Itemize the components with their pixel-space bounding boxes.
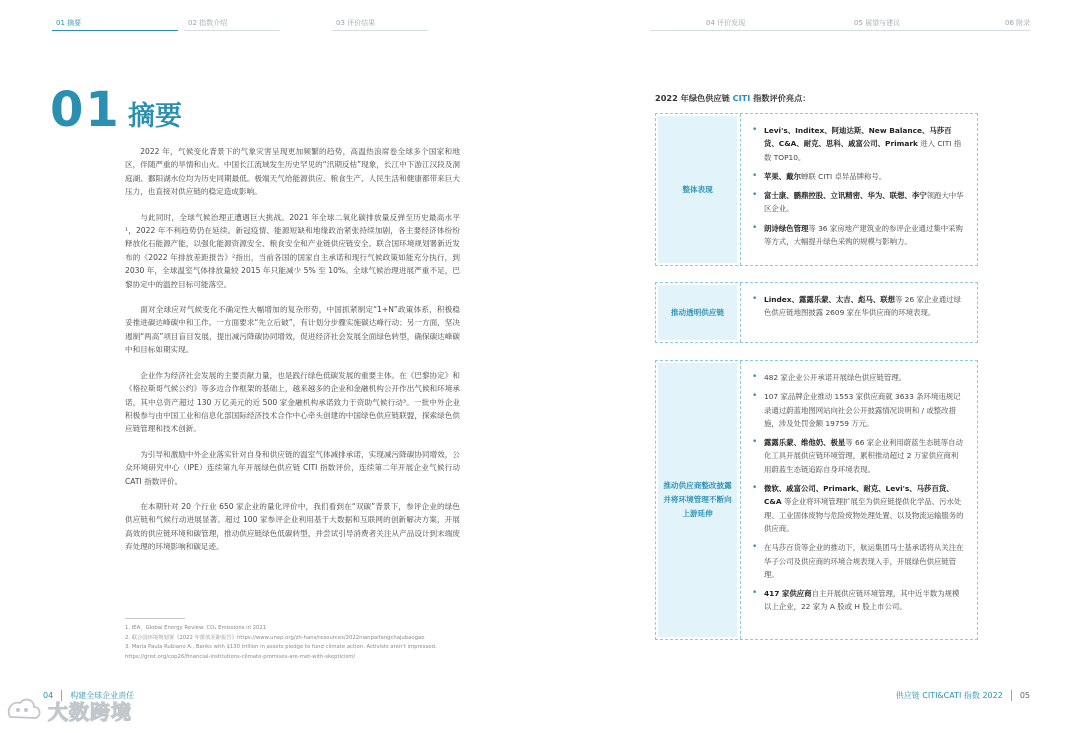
footnote: 3. Maria Paula Rubiano A., Banks with $130 trillion in assets pledge to fund climate action. Activists aren't impressed. — [125, 644, 437, 651]
footnote-link[interactable]: https://grist.org/cop26/financial-institutions-climate-promises-are-met-with-skepticism/ — [125, 654, 356, 661]
footer-divider — [1011, 690, 1012, 701]
highlight-list — [752, 293, 965, 326]
highlight-list — [752, 371, 965, 620]
watermark-text: 大数跨境 — [48, 699, 132, 724]
paragraph: 面对全球应对气候变化不确定性大幅增加的复杂形势，中国抓紧制定“1+N”政策体系，积极稳妥推进碳达峰碳中和工作。一方面要求“先立后破”，有计划分步骤实施碳达峰行动；另一方面，坚决遏制“两高”项目盲目发展，提出减污降碳协同增效，促进经济社会发展全面绿色转型，确保碳达峰碳中和目标如期实现。 — [125, 305, 460, 355]
page-number-left: 04 — [43, 691, 54, 700]
watermark — [4, 692, 154, 728]
list-item: • 露露乐蒙、维他奶、极星等 66 家企业利用蔚蓝生态链等自动化工具开展供应链环境管理，累积推动超过 2 万家供应商利用蔚蓝生态链追踪自身环境表现。 — [752, 436, 965, 476]
list-item: • Levi's、Inditex、阿迪达斯、New Balance、马莎百货、C&A、耐克、思科、戚富公司、Primark 进入 CITI 指数 TOP10。 — [752, 124, 965, 164]
tab-index-intro[interactable]: 02 指数介绍 — [188, 19, 228, 27]
page-number-right: 05 — [1019, 691, 1030, 700]
tab-findings[interactable]: 04 评价发现 — [706, 19, 746, 27]
list-item: • 微软、戚富公司、Primark、耐克、Levi's、马莎百货、C&A 等企业将环境管理扩展至为供应链提供化学品、污水处理、工业固体废物与危险废物处理处置、以及物流运输服务的供应商。 — [752, 482, 965, 535]
highlights-title — [655, 93, 810, 104]
highlight-box-upstream — [655, 360, 978, 640]
paragraph: 企业作为经济社会发展的主要贡献力量，也是践行绿色低碳发展的重要主体。在《巴黎协定》和《格拉斯哥气候公约》等多边合作框架的基础上，越来越多的企业和金融机构公开作出气候和环境承诺，其中总资产超过 130 万亿美元的近 500 家金融机构承诺致力于资助气候行动³。一批中外企业积极参与由中国工业和信息化部国际经济技术合作中心牵头创建的中国绿色供应链联盟，探索绿色供应链管理和技术创新。 — [125, 370, 460, 434]
list-item: • Lindex、露露乐蒙、太吉、彪马、联想等 26 家企业通过绿色供应链地图披露 2609 家在华供应商的环境表现。 — [752, 293, 965, 320]
paragraph: 与此同时，全球气候治理正遭遇巨大挑战。2021 年全球二氧化碳排放量反弹至历史最高水平¹，2022 年不利趋势仍在延续。新冠疫情、能源短缺和地缘政治紧张持续加剧，各主要经济体纷纷释放化石能源产能，以强化能源资源安全、粮食安全和产业链供应链安全。联合国环境规划署新近发布的《2022 年排放差距报告》²指出，当前各国的国家自主承诺和现行气候政策如能充分执行，到 2030 年，全球温室气体排放量较 2015 年只能减少 5% 至 10%。全球气候治理进展严重不足，巴黎协定中的温控目标可能落空。 — [125, 212, 460, 289]
footnote-divider — [125, 618, 185, 619]
highlights-title-highlight: CITI — [732, 93, 751, 103]
highlight-box-overall — [655, 113, 978, 266]
watermark-logo-icon — [4, 695, 44, 725]
list-item: • 富士康、鹏鼎控股、立讯精密、华为、联想、李宁领跑大中华区企业。 — [752, 189, 965, 216]
footer-left-title: 构建全球企业责任 — [70, 691, 135, 700]
section-title: 摘要 — [128, 101, 182, 132]
list-item: • 在马莎百货等企业的推动下，航运集团马士基承诺将从关注在华子公司及供应商的环境合规表现入手，开展绿色供应链管理。 — [752, 541, 965, 581]
box-divider — [740, 114, 741, 265]
highlights-title-suffix: 指数评价亮点： — [750, 93, 811, 103]
tab-results[interactable]: 03 评价结果 — [336, 19, 376, 27]
highlight-list — [752, 124, 965, 254]
list-item: • 苹果、戴尔蝉联 CITI 卓异品牌称号。 — [752, 170, 965, 183]
nav-rule — [650, 30, 1030, 31]
nav-rule-active — [52, 30, 178, 31]
footnote[interactable]: 2. 联合国环境规划署《2022 年排放差距报告》https://www.unep.org/zh-hans/resources/2022nianpaifangchajubaogao — [125, 634, 425, 641]
list-item: • 482 家企业公开承诺开展绿色供应链管理。 — [752, 371, 965, 384]
highlights-title-prefix: 2022 年绿色供应链 — [655, 93, 733, 103]
highlight-box-label: 整体表现 — [658, 116, 737, 263]
nav-rule — [184, 30, 280, 31]
box-divider — [740, 283, 741, 342]
tab-summary[interactable]: 01 摘要 — [56, 19, 82, 27]
footer-right-title: 供应链 CITI&CATI 指数 2022 — [895, 691, 1003, 700]
list-item: • 417 家供应商自主开展供应链环境管理，其中近半数为规模以上企业，22 家为 A 股或 H 股上市公司。 — [752, 587, 965, 614]
list-item: • 107 家品牌企业推动 1553 家供应商就 3633 条环境违规记录通过蔚蓝地图网站向社会公开披露情况说明和 / 或整改措施，涉及处罚金额 19759 万元。 — [752, 390, 965, 430]
box-divider — [740, 361, 741, 639]
highlight-box-label: 推动供应商整改披露并将环境管理不断向上游延伸 — [658, 363, 737, 637]
nav-rule — [332, 30, 428, 31]
tab-appendix[interactable]: 06 附录 — [1005, 19, 1031, 27]
tab-outlook[interactable]: 05 展望与建议 — [854, 19, 901, 27]
list-item: • 朗诗绿色管理等 36 家房地产建筑业的参评企业通过集中采购等方式，大幅提升绿色采购的规模与影响力。 — [752, 222, 965, 249]
paragraph: 在本期针对 20 个行业 650 家企业的量化评价中，我们看到在“双碳”背景下，参评企业的绿色供应链和气候行动进展显著。超过 100 家参评企业利用基于大数据和互联网的创新解决方案，开展高效的供应链环境和碳管理，推动供应链绿色低碳转型，并尝试引导消费者关注从产品设计到末端废弃处理的环境影响和碳足迹。 — [125, 501, 460, 552]
footnote: 1. IEA，Global Energy Review: CO₂ Emissions in 2021 — [125, 625, 267, 631]
paragraph: 为引导和激励中外企业落实针对自身和供应链的温室气体减排承诺，实现减污降碳协同增效，公众环境研究中心（IPE）连续第九年开展绿色供应链 CITI 指数评价，连续第二年开展企业气候行动 CATI 指数评价。 — [125, 449, 460, 486]
footer-right — [896, 690, 1030, 701]
paragraph: 2022 年，气候变化背景下的气象灾害呈现更加频繁的趋势，高温热浪席卷全球多个国家和地区，伴随严重的旱情和山火。中国长江流域发生历史罕见的“汛期反枯”现象，长江中下游江汉段及洞庭湖、鄱阳湖水位均为历史同期最低。极端天气给能源供应、粮食生产、人民生活和健康都带来巨大压力，也直接对供应链的稳定造成影响。 — [125, 147, 460, 197]
highlight-box-label: 推动透明供应链 — [658, 285, 737, 340]
footnotes — [125, 624, 470, 663]
highlight-box-transparency — [655, 282, 978, 343]
section-number: 01 — [50, 82, 121, 138]
body-text — [125, 145, 460, 566]
chapter-nav — [0, 18, 1080, 32]
